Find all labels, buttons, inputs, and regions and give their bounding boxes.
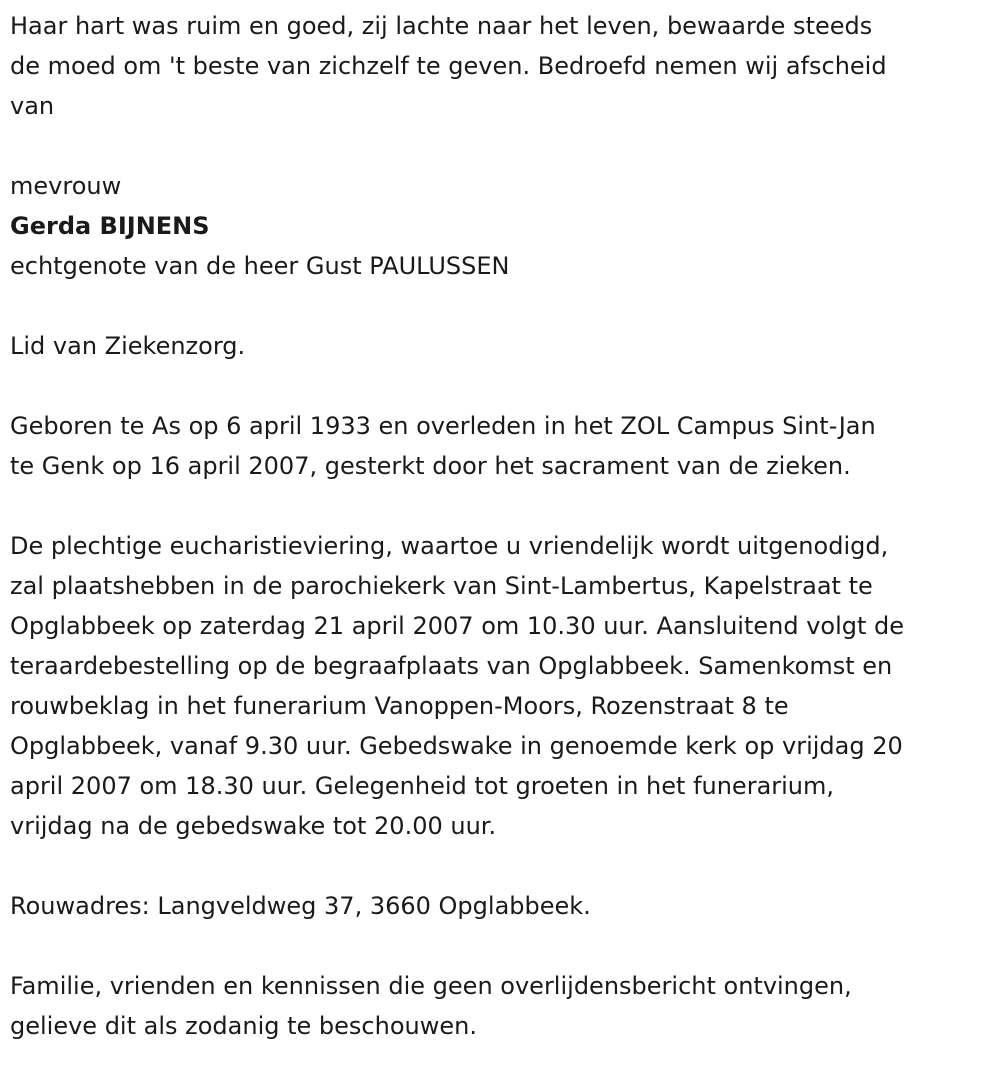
birth-death-line-2: te Genk op 16 april 2007, gesterkt door het sacrament van de zieken. <box>10 452 851 480</box>
ceremony-line: Opglabbeek op zaterdag 21 april 2007 om 10.30 uur. Aansluitend volgt de <box>10 612 905 640</box>
membership-line: Lid van Ziekenzorg. <box>10 332 246 360</box>
intro-line-3: van <box>10 92 55 120</box>
address-paragraph <box>10 886 995 926</box>
ceremony-line: Opglabbeek, vanaf 9.30 uur. Gebedswake in genoemde kerk op vrijdag 20 <box>10 732 903 760</box>
intro-line-2: de moed om 't beste van zichzelf te geven. Bedroefd nemen wij afscheid <box>10 52 887 80</box>
ceremony-line: De plechtige eucharistieviering, waartoe u vriendelijk wordt uitgenodigd, <box>10 532 889 560</box>
ceremony-line: april 2007 om 18.30 uur. Gelegenheid tot groeten in het funerarium, <box>10 772 835 800</box>
ceremony-line: vrijdag na de gebedswake tot 20.00 uur. <box>10 812 497 840</box>
closing-paragraph <box>10 966 995 1046</box>
deceased-block <box>10 166 995 286</box>
intro-paragraph <box>10 6 995 126</box>
closing-line-2: gelieve dit als zodanig te beschouwen. <box>10 1012 477 1040</box>
deceased-relation: echtgenote van de heer Gust PAULUSSEN <box>10 252 510 280</box>
ceremony-line: rouwbeklag in het funerarium Vanoppen-Moors, Rozenstraat 8 te <box>10 692 789 720</box>
ceremony-line: teraardebestelling op de begraafplaats van Opglabbeek. Samenkomst en <box>10 652 893 680</box>
birth-death-line-1: Geboren te As op 6 april 1933 en overleden in het ZOL Campus Sint-Jan <box>10 412 876 440</box>
deceased-name: Gerda BIJNENS <box>10 212 210 240</box>
membership-paragraph <box>10 326 995 366</box>
ceremony-paragraph <box>10 526 995 846</box>
address-line: Rouwadres: Langveldweg 37, 3660 Opglabbeek. <box>10 892 591 920</box>
intro-line-1: Haar hart was ruim en goed, zij lachte naar het leven, bewaarde steeds <box>10 12 873 40</box>
obituary-document <box>10 6 995 1046</box>
birth-death-paragraph <box>10 406 995 486</box>
deceased-title: mevrouw <box>10 172 122 200</box>
ceremony-line: zal plaatshebben in de parochiekerk van Sint-Lambertus, Kapelstraat te <box>10 572 873 600</box>
closing-line-1: Familie, vrienden en kennissen die geen overlijdensbericht ontvingen, <box>10 972 852 1000</box>
